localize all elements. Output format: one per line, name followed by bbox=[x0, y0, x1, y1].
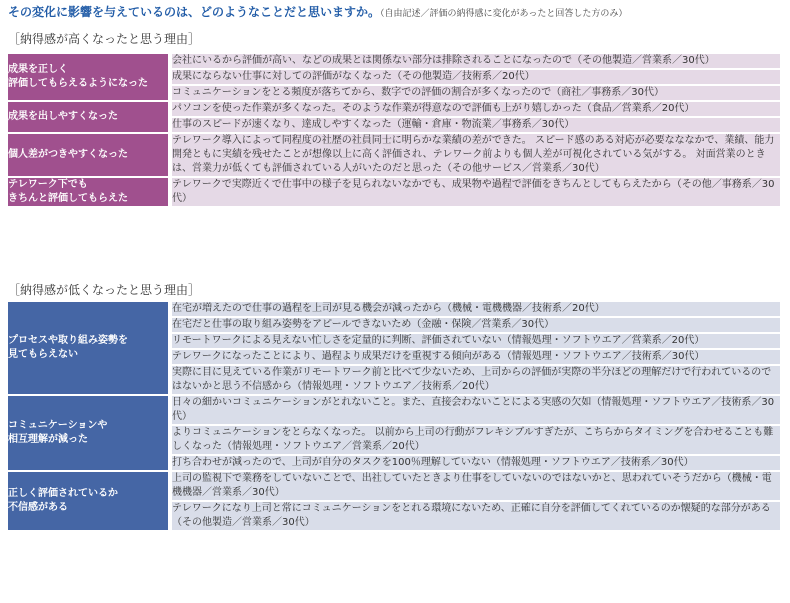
category-label-line: テレワーク下でも bbox=[8, 179, 88, 190]
category-label-line: 相互理解が減った bbox=[8, 434, 88, 445]
reason-text: 上司の監視下で業務をしていないことで、出社していたときより仕事をしていないのではないかと、思われていそうだから（機械・電機機器／営業系／30代） bbox=[172, 471, 780, 501]
category-label bbox=[8, 133, 168, 177]
category-label-line: 成果を正しく bbox=[8, 64, 68, 75]
reason-row bbox=[8, 471, 780, 501]
category-label-line: 成果を出しやすくなった bbox=[8, 111, 118, 122]
reason-text: 在宅が増えたので仕事の過程を上司が見る機会が減ったから（機械・電機機器／技術系／20代） bbox=[172, 302, 780, 317]
reasons-table-low bbox=[8, 302, 780, 532]
reason-text: テレワークで実際近くで仕事中の様子を見られないなかでも、成果物や過程で評価をきちんとしてもらえたから（その他／事務系／30代） bbox=[172, 177, 780, 207]
reason-text: よりコミュニケーションをとらなくなった。 以前から上司の行動がフレキシブルすぎたが、こちらからタイミングを合わせることも難しくなった（情報処理・ソフトウエア／営業系／20代） bbox=[172, 425, 780, 455]
reason-text: パソコンを使った作業が多くなった。そのような作業が得意なので評価も上がり嬉しかった（食品／営業系／20代） bbox=[172, 101, 780, 117]
reason-row bbox=[8, 395, 780, 425]
section-title-high: ［納得感が高くなったと思う理由］ bbox=[8, 32, 201, 46]
category-label bbox=[8, 395, 168, 471]
category-label-line: コミュニケーションや bbox=[8, 420, 108, 431]
reason-row bbox=[8, 302, 780, 317]
reason-text: 在宅だと仕事の取り組み姿勢をアピールできないため（金融・保険／営業系／30代） bbox=[172, 317, 780, 333]
reason-text: 実際に目に見えている作業がリモートワーク前と比べて少ないため、上司からの評価が実際の半分ほどの理解だけで行われているのではないかと思う不信感から（情報処理・ソフトウエア／技術系／20代） bbox=[172, 365, 780, 395]
category-label bbox=[8, 101, 168, 133]
question-heading bbox=[8, 2, 788, 23]
category-label-line: きちんと評価してもらえた bbox=[8, 193, 128, 204]
reason-text: リモートワークによる見えない忙しさを定量的に判断、評価されていない（情報処理・ソフトウエア／営業系／20代） bbox=[172, 333, 780, 349]
reason-text: テレワークになったことにより、過程より成果だけを重視する傾向がある（情報処理・ソフトウエア／技術系／30代） bbox=[172, 349, 780, 365]
section-title-low: ［納得感が低くなったと思う理由］ bbox=[8, 283, 201, 297]
reason-row bbox=[8, 54, 780, 69]
category-label bbox=[8, 177, 168, 207]
category-label-line: 評価してもらえるようになった bbox=[8, 78, 148, 89]
reason-text: 仕事のスピードが速くなり、達成しやすくなった（運輸・倉庫・物流業／事務系／30代） bbox=[172, 117, 780, 133]
category-label-line: 個人差がつきやすくなった bbox=[8, 149, 128, 160]
category-label bbox=[8, 471, 168, 531]
category-label-line: プロセスや取り組み姿勢を bbox=[8, 335, 128, 346]
question-text: その変化に影響を与えているのは、どのようなことだと思いますか。 bbox=[8, 5, 381, 19]
reason-text: 日々の細かいコミュニケーションがとれないこと。また、直接会わないことによる実感の欠如（情報処理・ソフトウエア／技術系／30代） bbox=[172, 395, 780, 425]
question-note: （自由記述／評価の納得感に変化があったと回答した方のみ） bbox=[380, 9, 628, 19]
reasons-table-high bbox=[8, 54, 780, 208]
reason-text: 会社にいるから評価が高い、などの成果とは関係ない部分は排除されることになったので（その他製造／営業系／30代） bbox=[172, 54, 780, 69]
reason-text: テレワークになり上司と常にコミュニケーションをとれる環境にないため、正確に自分を評価してくれているのか懐疑的な部分がある（その他製造／営業系／30代） bbox=[172, 501, 780, 531]
reason-text: テレワーク導入によって同程度の社歴の社員同士に明らかな業績の差ができた。 スピード感のある対応が必要なななかで、業績、能力開発ともに実績を残せたことが想像以上に高く評価され、テレワーク前よりも個人差が可視化されている気がする。 対面営業のときは、営業力が低くても評価されている人がいたのだと思った（その他サービス／営業系／30代） bbox=[172, 133, 780, 177]
reason-text: 成果にならない仕事に対しての評価がなくなった（その他製造／技術系／20代） bbox=[172, 69, 780, 85]
category-label bbox=[8, 302, 168, 395]
reason-row bbox=[8, 177, 780, 207]
category-label bbox=[8, 54, 168, 101]
reason-text: コミュニケーションをとる頻度が落ちてから、数字での評価の割合が多くなったので（商社／事務系／30代） bbox=[172, 85, 780, 101]
category-label-line: 正しく評価されているか bbox=[8, 488, 118, 499]
category-label-line: 見てもらえない bbox=[8, 349, 78, 360]
reason-row bbox=[8, 133, 780, 177]
reason-text: 打ち合わせが減ったので、上司が自分のタスクを100％理解していない（情報処理・ソフトウエア／技術系／30代） bbox=[172, 455, 780, 471]
reason-row bbox=[8, 101, 780, 117]
category-label-line: 不信感がある bbox=[8, 502, 68, 513]
